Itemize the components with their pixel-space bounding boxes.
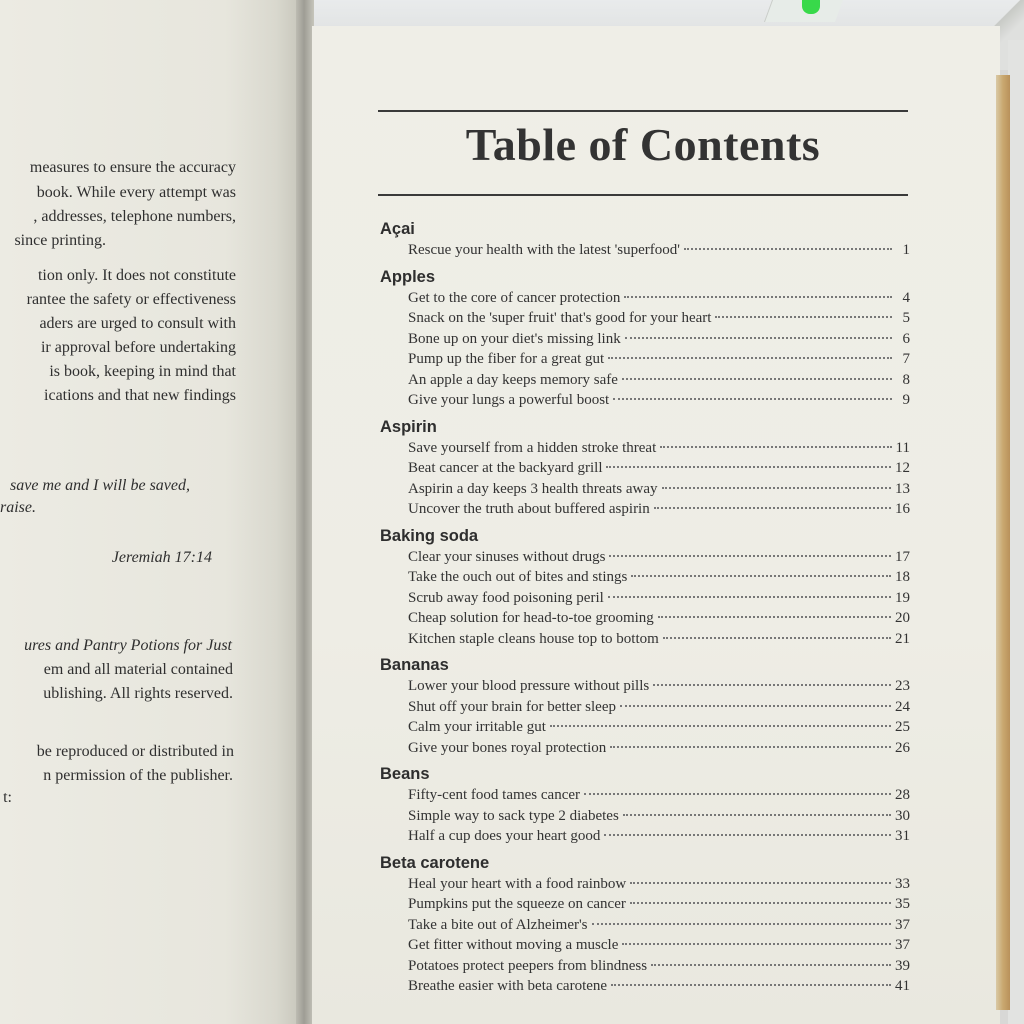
toc-entry-title: Scrub away food poisoning peril <box>408 589 604 606</box>
toc-entry-page: 26 <box>895 739 910 756</box>
toc-entry <box>380 499 910 520</box>
toc-leader-dots <box>715 316 892 318</box>
toc-section <box>380 763 910 847</box>
toc-leader-dots <box>608 357 892 359</box>
toc-section-heading: Baking soda <box>380 526 479 545</box>
toc-entry-page: 5 <box>902 310 910 326</box>
reproduction-line: be reproduced or distributed in <box>36 743 234 760</box>
toc-entry-title: Save yourself from a hidden stroke threat <box>408 439 657 456</box>
toc-leader-dots <box>654 507 891 509</box>
toc-entry <box>380 806 910 827</box>
toc-entry <box>380 697 910 718</box>
toc-entry <box>380 976 910 997</box>
toc-leader-dots <box>651 964 891 966</box>
toc-entry-page: 12 <box>895 460 910 476</box>
reproduction-line: n permission of the publisher. <box>43 767 233 784</box>
toc-entry-title: Breathe easier with beta carotene <box>408 978 608 994</box>
toc-entry-page: 6 <box>902 330 910 347</box>
toc-leader-dots <box>609 555 891 557</box>
toc-entry-title: Pumpkins put the squeeze on cancer <box>408 896 626 912</box>
toc-entry <box>380 329 910 350</box>
toc-entry <box>380 390 910 411</box>
toc-leader-dots <box>584 793 891 795</box>
toc-leader-dots <box>625 337 892 339</box>
toc-leader-dots <box>630 902 891 904</box>
toc-leader-dots <box>592 923 891 925</box>
toc-leader-dots <box>610 746 891 748</box>
toc-entry-page: 7 <box>902 351 910 367</box>
toc-entry-page: 13 <box>895 480 910 497</box>
toc-entry-title: Snack on the 'super fruit' that's good for your heart <box>408 310 712 326</box>
toc-entry-page: 30 <box>895 807 910 824</box>
toc-entry-title: Get fitter without moving a muscle <box>408 937 619 953</box>
left-page-line: ir approval before undertaking <box>40 339 236 356</box>
toc-entry <box>380 308 910 329</box>
toc-entry-title: Kitchen staple cleans house top to bottom <box>408 630 659 647</box>
toc-entry-page: 17 <box>895 548 910 565</box>
toc-entry-page: 24 <box>895 698 910 715</box>
verse-reference: Jeremiah 17:14 <box>111 549 212 566</box>
toc-entry-title: An apple a day keeps memory safe <box>408 371 618 388</box>
toc-entry-page: 41 <box>895 978 910 994</box>
toc-leader-dots <box>684 248 892 250</box>
page-title: Table of Contents <box>465 119 821 170</box>
toc-entry-page: 20 <box>895 610 910 626</box>
toc-leader-dots <box>630 882 891 884</box>
green-marker <box>802 0 820 14</box>
left-page-line: ications and that new findings <box>44 387 236 404</box>
left-page-line: tion only. It does not constitute <box>37 267 236 284</box>
toc-leader-dots <box>622 378 892 380</box>
toc-entry-title: Cheap solution for head-to-toe grooming <box>408 610 654 626</box>
toc-leader-dots <box>622 943 891 945</box>
toc-leader-dots <box>658 616 891 618</box>
toc-entry-title: Half a cup does your heart good <box>408 828 601 844</box>
toc-entry <box>380 874 910 895</box>
toc-entry <box>380 547 910 568</box>
left-page-line: rantee the safety or effectiveness <box>26 291 236 308</box>
toc-entry-page: 18 <box>895 569 910 585</box>
toc-entry <box>380 717 910 738</box>
toc-leader-dots <box>663 637 891 639</box>
toc-entry <box>380 956 910 977</box>
background-surface-right <box>1008 40 1024 1024</box>
toc-entry <box>380 349 910 370</box>
toc-entry <box>380 629 910 650</box>
toc-entry <box>380 894 910 915</box>
toc-entry-title: Take a bite out of Alzheimer's <box>408 916 588 933</box>
toc-entry-title: Heal your heart with a food rainbow <box>408 875 627 892</box>
left-page-line: aders are urged to consult with <box>39 315 236 332</box>
toc-section <box>380 525 910 650</box>
toc-entry-title: Lower your blood pressure without pills <box>408 678 650 694</box>
toc-entry-page: 28 <box>895 787 910 803</box>
verse-line: raise. <box>0 499 36 516</box>
left-page <box>0 0 300 1024</box>
toc-entry-page: 1 <box>902 242 910 258</box>
toc-entry-title: Potatoes protect peepers from blindness <box>408 957 648 974</box>
toc-entry <box>380 458 910 479</box>
toc-leader-dots <box>623 814 891 816</box>
toc-leader-dots <box>606 466 891 468</box>
toc-leader-dots <box>608 596 891 598</box>
toc-leader-dots <box>662 487 892 489</box>
toc-section <box>380 416 910 520</box>
toc-entry <box>380 738 910 759</box>
toc-entry <box>380 370 910 391</box>
toc-leader-dots <box>660 446 891 448</box>
toc-entry <box>380 479 910 500</box>
copyright-title: ures and Pantry Potions for Just <box>24 637 232 654</box>
toc-leader-dots <box>620 705 891 707</box>
left-page-line: is book, keeping in mind that <box>49 363 236 380</box>
verse-line: save me and I will be saved, <box>10 477 190 494</box>
toc-entry-title: Give your bones royal protection <box>408 739 607 756</box>
left-page-line: book. While every attempt was <box>36 184 236 201</box>
toc-entry <box>380 288 910 309</box>
toc-entry-page: 35 <box>895 896 910 912</box>
toc-entry-title: Fifty-cent food tames cancer <box>408 787 581 803</box>
toc-entry-page: 8 <box>902 371 910 388</box>
toc-entry-title: Clear your sinuses without drugs <box>408 548 606 565</box>
toc-entry <box>380 676 910 697</box>
toc-leader-dots <box>631 575 891 577</box>
toc-entry-title: Calm your irritable gut <box>408 719 546 735</box>
copyright-line: em and all material contained <box>43 661 233 678</box>
toc-entry-title: Simple way to sack type 2 diabetes <box>408 807 619 824</box>
toc-entry-title: Get to the core of cancer protection <box>408 289 621 306</box>
toc-entry-title: Shut off your brain for better sleep <box>408 698 617 715</box>
book-cover-edge <box>996 75 1010 1010</box>
toc-entry <box>380 588 910 609</box>
toc-entry <box>380 240 910 261</box>
toc-entry-title: Give your lungs a powerful boost <box>408 392 610 408</box>
toc-entry-page: 39 <box>895 957 910 974</box>
toc-entry <box>380 785 910 806</box>
toc-entry-page: 19 <box>895 589 910 606</box>
toc-section-heading: Aspirin <box>380 417 437 436</box>
toc-entry <box>380 608 910 629</box>
toc-entry-page: 25 <box>895 719 910 735</box>
toc-entry-title: Beat cancer at the backyard grill <box>408 460 603 476</box>
toc-entry-title: Take the ouch out of bites and stings <box>408 569 628 585</box>
toc-leader-dots <box>624 296 892 298</box>
title-rule-bottom <box>378 194 908 196</box>
toc-entry-page: 37 <box>895 916 910 933</box>
toc-leader-dots <box>550 725 891 727</box>
left-page-line: measures to ensure the accuracy <box>29 159 236 176</box>
toc-entry <box>380 915 910 936</box>
toc-entry-title: Uncover the truth about buffered aspirin <box>408 501 650 517</box>
toc-entry-title: Pump up the fiber for a great gut <box>408 351 605 367</box>
toc-section <box>380 266 910 411</box>
toc-section-heading: Bananas <box>380 656 449 674</box>
toc-entry-page: 4 <box>902 289 910 306</box>
toc-entry-title: Rescue your health with the latest 'superfood' <box>408 242 680 258</box>
toc-entry-page: 23 <box>895 678 910 694</box>
title-rule-top <box>378 110 908 112</box>
left-page-line: , addresses, telephone numbers, <box>33 208 236 225</box>
copyright-line: ublishing. All rights reserved. <box>43 685 233 702</box>
toc-section <box>380 852 910 997</box>
toc-entry-title: Aspirin a day keeps 3 health threats away <box>408 480 658 497</box>
toc-section <box>380 218 910 261</box>
toc-entry-page: 11 <box>895 439 910 456</box>
toc-leader-dots <box>613 398 892 400</box>
toc-entry <box>380 935 910 956</box>
toc-leader-dots <box>604 834 891 836</box>
toc-leader-dots <box>653 684 891 686</box>
toc-section-heading: Beans <box>380 765 430 783</box>
toc-entry-page: 33 <box>895 875 910 892</box>
toc-entry <box>380 826 910 847</box>
toc-entry-title: Bone up on your diet's missing link <box>408 330 621 347</box>
toc-entry-page: 9 <box>902 392 910 408</box>
toc-entry <box>380 438 910 459</box>
toc-entry-page: 31 <box>895 828 910 844</box>
table-of-contents <box>380 218 910 1002</box>
toc-entry-page: 37 <box>895 937 910 953</box>
toc-section-heading: Açai <box>380 220 415 238</box>
reproduction-line: t: <box>3 789 12 806</box>
toc-leader-dots <box>611 984 891 986</box>
toc-section <box>380 654 910 758</box>
toc-section-heading: Beta carotene <box>380 853 490 872</box>
toc-entry-page: 21 <box>895 630 910 647</box>
toc-section-heading: Apples <box>380 267 436 286</box>
toc-entry <box>380 567 910 588</box>
toc-entry-page: 16 <box>895 501 910 517</box>
left-page-line: since printing. <box>14 232 106 249</box>
